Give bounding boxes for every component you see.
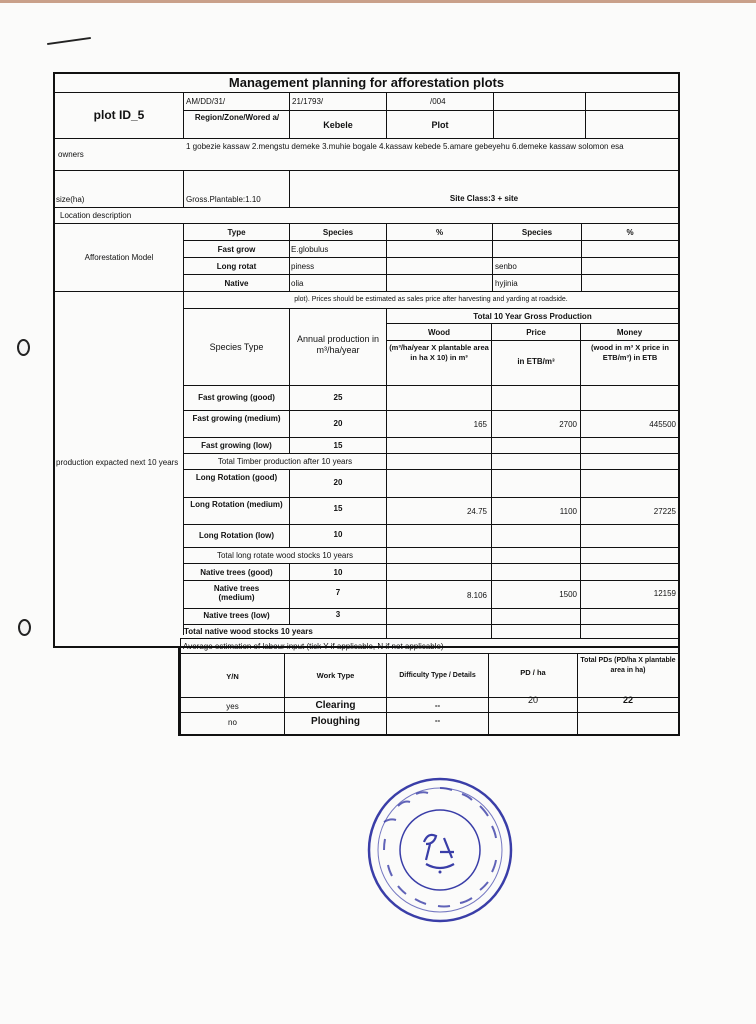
rule [183,171,184,207]
species-row-label: Fast growing (good) [198,393,275,402]
rule [386,340,678,341]
annual-value: 20 [333,478,343,487]
annual-value: 3 [335,610,341,619]
form-title: Management planning for afforestation plots [228,75,505,90]
rule [180,712,678,713]
am-code: AM/DD/31/ [186,97,226,106]
rule [184,608,678,609]
rule [184,110,678,111]
rule [184,385,678,386]
rule [184,547,678,548]
gross-plantable: Gross.Plantable:1.10 [186,195,261,204]
pd-value: 20 [527,695,538,705]
wood-value: 8.106 [466,591,487,600]
model-species: olia [291,279,304,288]
model-species: E.globulus [291,245,329,254]
annual-value: 7 [335,588,341,597]
species-row-label: Native trees (medium) [213,584,260,602]
price-header: Price [526,328,546,337]
rule [386,309,387,638]
annual-value: 20 [333,419,343,428]
rule [184,563,678,564]
total-long-rotation-row: Total long rotate wood stocks 10 years [216,551,354,560]
price-value: 2700 [559,420,577,429]
location-description-label: Location description [60,211,132,220]
rule [55,170,678,171]
rule [488,654,489,735]
model-type: Native [224,279,249,288]
price-note: plot). Prices should be estimated as sales price after harvesting and yarding at roadside. [294,296,568,303]
punch-hole [18,619,31,636]
rule [184,274,678,275]
species-header: Species [322,228,354,237]
labour-caption: Average estimation of labour input (tick Y if applicable, N if not applicable) [183,642,444,651]
total-production-header: Total 10 Year Gross Production [473,312,592,321]
owners-list: 1 gobezie kassaw 2.mengstu demeke 3.muhie bogale 4.kassaw kebede 5.amare gebeyehu 6.demeke kassaw solomon esa [186,142,624,151]
species-row-label: Fast growing (low) [201,441,272,450]
owners-label: owners [58,150,84,159]
money-value: 12159 [653,589,676,598]
money-value: 27225 [653,507,676,516]
wood-value: 24.75 [466,507,487,516]
wood-formula: (m³/ha/year X plantable area in ha X 10) in m³ [389,343,489,362]
region-header: Region/Zone/Wored a/ [194,113,280,122]
production-side-label: production expacted next 10 years [56,458,179,467]
rule [180,638,678,639]
rule [184,240,678,241]
scan-edge [0,0,756,3]
rule [180,653,678,654]
rule [289,93,290,138]
species-row-label: Long Rotation (good) [195,473,278,482]
percent2-header: % [626,228,634,237]
wood-value: 165 [473,420,487,429]
species-type-header: Species Type [209,342,264,352]
species-row-label: Fast growing (medium) [192,414,281,423]
model-type: Fast grow [217,245,256,254]
rule [183,93,184,138]
rule [184,497,678,498]
annual-value: 10 [333,530,343,539]
model-type: Long rotat [216,262,257,271]
price-value: 1500 [559,590,577,599]
rule [184,437,678,438]
rule [386,323,678,324]
money-formula: (wood in m³ X price in ETB/m³) in ETB [591,343,669,362]
difficulty-value: -- [434,716,441,725]
species-row-label: Native trees (low) [203,611,270,620]
plot-id: plot ID_5 [93,108,145,122]
rule [184,308,678,309]
rule [55,138,678,139]
price-value: 1100 [559,507,577,516]
rule [585,93,586,138]
model-species2: hyjinia [495,279,518,288]
plot-number: /004 [430,97,446,106]
species-row-label: Long Rotation (low) [198,531,275,540]
rule [184,524,678,525]
rule [577,654,578,735]
annual-value: 10 [333,568,343,577]
species-row-label: Long Rotation (medium) [190,500,283,509]
work-type-value: Ploughing [311,716,360,727]
number-code: 21/1793/ [292,97,324,106]
rule [55,207,678,208]
total-pd-header: Total PDs (PD/ha X plantable area in ha) [580,657,676,674]
work-type-header: Work Type [316,671,355,680]
difficulty-header: Difficulty Type / Details [399,672,476,679]
punch-hole [17,339,30,356]
price-unit: in ETB/m³ [517,357,555,366]
money-header: Money [616,328,643,337]
total-native-row: Total native wood stocks 10 years [184,627,313,636]
afforestation-model-label: Afforestation Model [84,253,154,262]
species-row-label: Native trees (good) [200,568,273,577]
rule [184,469,678,470]
rule [493,93,494,138]
work-type-value: Clearing [315,700,356,711]
pen-mark [47,37,91,45]
official-seal-stamp [364,776,516,924]
annual-value: 15 [333,441,343,450]
type-header: Type [227,228,246,237]
rule [289,309,290,453]
rule [184,257,678,258]
kebele-header: Kebele [323,120,353,130]
rule [55,223,678,224]
money-value: 445500 [649,420,676,429]
annual-value: 25 [333,393,343,402]
annual-value: 15 [333,504,343,513]
model-species: piness [291,262,315,271]
total-timber-row: Total Timber production after 10 years [217,457,353,466]
rule [386,93,387,138]
size-label: size(ha) [56,195,85,204]
plot-header: Plot [431,120,449,130]
species2-header: Species [521,228,553,237]
yn-value: yes [226,702,239,711]
wood-header: Wood [427,328,451,337]
annual-production-header: Annual production in m³/ha/year [296,334,380,355]
site-class: Site Class:3 + site [449,194,519,203]
yn-header: Y/N [226,672,239,681]
total-pd-value: 22 [622,695,633,705]
rule [184,453,678,454]
percent-header: % [435,228,444,237]
model-species2: senbo [495,262,517,271]
rule [184,624,678,625]
rule [184,410,678,411]
difficulty-value: -- [434,701,441,710]
yn-value: no [228,718,237,727]
pd-header: PD / ha [520,668,546,677]
rule [184,580,678,581]
rule [55,291,678,292]
